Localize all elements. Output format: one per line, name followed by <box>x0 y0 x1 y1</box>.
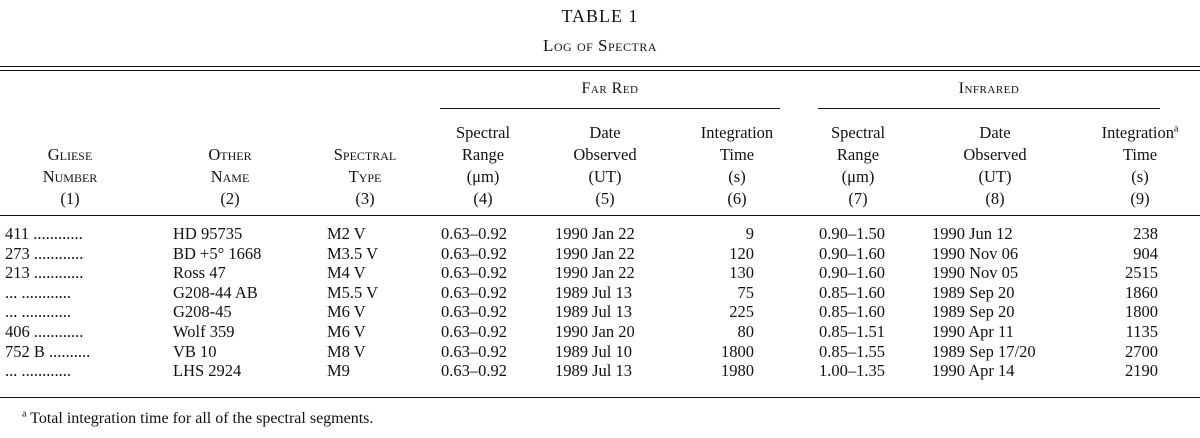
infrared-range-cell: 0.85–1.51 <box>819 322 885 341</box>
table-bottom-rule <box>0 397 1200 398</box>
infrared-time-cell: 238 <box>1133 224 1158 243</box>
other-name-cell: BD +5° 1668 <box>173 243 262 263</box>
col-header-line: Name <box>210 167 250 186</box>
col-header-line: Range <box>836 145 880 164</box>
col-header-line: Type <box>348 167 382 186</box>
table-row <box>0 283 1200 303</box>
col-header-number: (7) <box>848 189 868 208</box>
infrared-time-cell: 1860 <box>1125 282 1158 302</box>
other-name-cell: G208-45 <box>173 302 232 322</box>
other-name-cell: Ross 47 <box>173 263 226 283</box>
gliese-number-cell: 406 ............ <box>5 322 84 341</box>
col-header-line: (UT) <box>978 167 1012 186</box>
far-red-date-cell: 1990 Jan 20 <box>555 322 635 341</box>
spectral-type-cell: M6 V <box>327 322 366 341</box>
far-red-span-rule <box>440 108 780 109</box>
far-red-date-cell: 1989 Jul 13 <box>555 282 633 302</box>
col-header-ir-spectral-range <box>803 122 913 210</box>
col-header-line: Date <box>589 123 621 142</box>
col-header-line: Other <box>208 145 252 164</box>
far-red-date-cell: 1989 Jul 13 <box>555 361 633 381</box>
top-rule-2 <box>0 70 1200 71</box>
other-name-cell: HD 95735 <box>173 224 243 243</box>
other-name-cell: Wolf 359 <box>173 322 235 341</box>
other-name-cell: G208-44 AB <box>173 282 258 302</box>
far-red-time-cell: 1980 <box>721 361 754 381</box>
col-header-line: (s) <box>728 167 746 186</box>
table-row <box>0 342 1200 362</box>
col-header-line: (μm) <box>841 167 875 186</box>
other-name-cell: LHS 2924 <box>173 361 242 381</box>
gliese-number-cell: ... ............ <box>5 302 71 322</box>
infrared-range-cell: 0.85–1.55 <box>819 341 885 361</box>
far-red-time-cell: 225 <box>729 302 754 322</box>
spectral-type-cell: M8 V <box>327 341 366 361</box>
col-header-line: Time <box>1122 145 1158 164</box>
infrared-range-cell: 1.00–1.35 <box>819 361 885 381</box>
far-red-time-cell: 75 <box>737 282 754 302</box>
far-red-range-cell: 0.63–0.92 <box>441 263 507 283</box>
far-red-range-cell: 0.63–0.92 <box>441 361 507 381</box>
table-row <box>0 244 1200 264</box>
col-header-line: Date <box>979 123 1011 142</box>
spectral-type-cell: M3.5 V <box>327 243 379 263</box>
gliese-number-cell: 213 ............ <box>5 263 84 283</box>
far-red-range-cell: 0.63–0.92 <box>441 302 507 322</box>
infrared-range-cell: 0.90–1.60 <box>819 243 885 263</box>
far-red-time-cell: 80 <box>737 322 754 341</box>
infrared-span-rule <box>818 108 1160 109</box>
table-row <box>0 361 1200 381</box>
col-header-ir-date-observed <box>935 122 1055 210</box>
gliese-number-cell: 752 B .......... <box>5 341 91 361</box>
far-red-date-cell: 1989 Jul 13 <box>555 302 633 322</box>
col-header-line <box>1080 122 1200 144</box>
col-header-number: (4) <box>473 189 493 208</box>
infrared-date-cell: 1990 Apr 11 <box>932 322 1014 341</box>
col-header-line: Observed <box>573 145 637 164</box>
col-header-line-text: Integration <box>1101 123 1174 142</box>
spectral-type-cell: M5.5 V <box>327 282 379 302</box>
far-red-date-cell: 1990 Jan 22 <box>555 263 635 283</box>
col-header-number: (8) <box>985 189 1005 208</box>
table-title: TABLE 1 <box>561 6 639 26</box>
infrared-time-cell: 2515 <box>1125 263 1158 283</box>
table-footnote <box>22 410 373 428</box>
far-red-time-cell: 1800 <box>721 341 754 361</box>
col-header-line: Observed <box>963 145 1027 164</box>
infrared-time-cell: 904 <box>1133 243 1158 263</box>
infrared-range-cell: 0.85–1.60 <box>819 302 885 322</box>
infrared-date-cell: 1990 Apr 14 <box>932 361 1015 381</box>
far-red-time-cell: 120 <box>729 243 754 263</box>
col-header-line: Time <box>719 145 755 164</box>
far-red-date-cell: 1989 Jul 10 <box>555 341 633 361</box>
col-header-fr-spectral-range <box>428 122 538 210</box>
footnote-text: Total integration time for all of the spectral segments. <box>26 410 374 427</box>
infrared-range-cell: 0.90–1.50 <box>819 224 885 243</box>
header-bottom-rule <box>0 215 1200 216</box>
far-red-range-cell: 0.63–0.92 <box>441 224 507 243</box>
far-red-date-cell: 1990 Jan 22 <box>555 224 635 243</box>
col-header-line: Spectral <box>455 123 511 142</box>
spectral-type-cell: M4 V <box>327 263 366 283</box>
col-header-line: Spectral <box>830 123 886 142</box>
col-header-other-name <box>160 144 300 210</box>
far-red-time-cell: 9 <box>745 224 754 243</box>
other-name-cell: VB 10 <box>173 341 217 361</box>
far-red-range-cell: 0.63–0.92 <box>441 282 507 302</box>
footnote-marker: a <box>1173 123 1179 135</box>
infrared-date-cell: 1989 Sep 20 <box>932 282 1015 302</box>
spectral-type-cell: M6 V <box>327 302 366 322</box>
top-rule-1 <box>0 66 1200 67</box>
col-header-gliese-number <box>0 144 140 210</box>
col-header-line: (s) <box>1131 167 1149 186</box>
col-header-spectral-type <box>305 144 425 210</box>
col-header-number: (1) <box>60 189 80 208</box>
infrared-range-cell: 0.90–1.60 <box>819 263 885 283</box>
table-row <box>0 263 1200 283</box>
infrared-date-cell: 1989 Sep 20 <box>932 302 1015 322</box>
infrared-time-cell: 2190 <box>1125 361 1158 381</box>
gliese-number-cell: 273 ............ <box>5 243 84 263</box>
infrared-time-cell: 2700 <box>1125 341 1158 361</box>
col-header-fr-integration-time <box>682 122 792 210</box>
col-header-number: (2) <box>220 189 240 208</box>
col-header-line: Gliese <box>47 145 93 164</box>
footnote-marker: a <box>22 408 27 420</box>
far-red-range-cell: 0.63–0.92 <box>441 243 507 263</box>
infrared-time-cell: 1135 <box>1125 322 1158 341</box>
col-header-line: Number <box>42 167 98 186</box>
infrared-date-cell: 1989 Sep 17/20 <box>932 341 1036 361</box>
col-header-ir-integration-time <box>1080 122 1200 210</box>
infrared-range-cell: 0.85–1.60 <box>819 282 885 302</box>
gliese-number-cell: ... ............ <box>5 361 71 381</box>
infrared-date-cell: 1990 Nov 05 <box>932 263 1019 283</box>
group-header-infrared: Infrared <box>958 80 1020 97</box>
col-header-number: (6) <box>727 189 747 208</box>
gliese-number-cell: ... ............ <box>5 282 71 302</box>
col-header-number: (5) <box>595 189 615 208</box>
col-header-number: (3) <box>355 189 375 208</box>
col-header-line: Spectral <box>333 145 397 164</box>
col-header-line: (μm) <box>466 167 500 186</box>
infrared-date-cell: 1990 Jun 12 <box>932 224 1013 243</box>
col-header-line: Range <box>461 145 505 164</box>
group-header-far-red: Far Red <box>581 80 639 97</box>
infrared-time-cell: 1800 <box>1125 302 1158 322</box>
table-row <box>0 302 1200 322</box>
gliese-number-cell: 411 ............ <box>5 224 83 243</box>
far-red-time-cell: 130 <box>729 263 754 283</box>
infrared-date-cell: 1990 Nov 06 <box>932 243 1019 263</box>
col-header-line: Integration <box>700 123 774 142</box>
far-red-range-cell: 0.63–0.92 <box>441 322 507 341</box>
far-red-date-cell: 1990 Jan 22 <box>555 243 635 263</box>
col-header-fr-date-observed <box>545 122 665 210</box>
table-row <box>0 322 1200 342</box>
col-header-line: (UT) <box>588 167 622 186</box>
col-header-number: (9) <box>1130 189 1150 208</box>
table-subtitle: Log of Spectra <box>542 36 658 55</box>
spectral-type-cell: M2 V <box>327 224 366 243</box>
far-red-range-cell: 0.63–0.92 <box>441 341 507 361</box>
spectral-type-cell: M9 <box>327 361 350 381</box>
table-row <box>0 224 1200 244</box>
